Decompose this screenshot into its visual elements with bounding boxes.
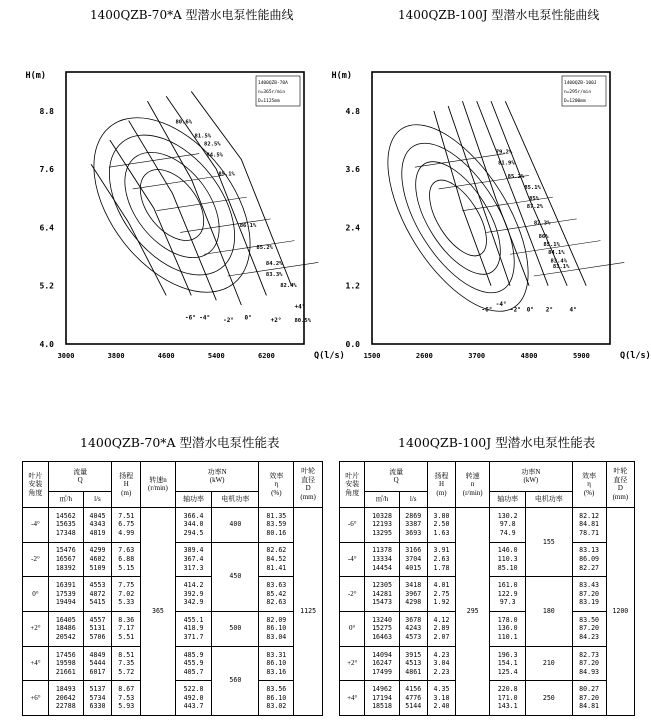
cell-flow-m3h: 16391 17539 19494	[48, 577, 83, 612]
x-axis-label: Q(l/s)	[620, 351, 651, 361]
efficiency-contour	[62, 89, 282, 325]
efficiency-label: 87.3%	[533, 220, 551, 227]
legend-entry: D=1200mm	[564, 99, 586, 104]
x-axis-label: Q(l/s)	[314, 351, 345, 361]
cell-angle: +4°	[340, 681, 365, 716]
y-axis-label: H(m)	[25, 71, 46, 81]
y-tick-label: 2.4	[345, 223, 360, 233]
header-motor-power: 电机功率	[526, 491, 572, 507]
blade-angle-label: 4°	[569, 306, 577, 314]
cell-flow-ls: 4156 4776 5144	[399, 681, 427, 716]
header-flow: 流量 Q	[365, 462, 427, 492]
efficiency-label: 82.4%	[280, 282, 297, 289]
efficiency-label: 85.2%	[256, 244, 273, 251]
cell-head: 8.67 7.53 5.93	[112, 681, 141, 716]
legend-entry: n=365r/min	[258, 90, 286, 95]
cell-efficiency: 82.09 86.10 83.04	[259, 611, 294, 646]
cell-flow-m3h: 18493 20642 22788	[48, 681, 83, 716]
cell-motor-power: 450	[212, 542, 259, 611]
efficiency-label: 85.2%	[507, 174, 525, 181]
cell-flow-ls: 4299 4602 5109	[83, 542, 112, 577]
header-shaft-power: 轴功率	[175, 491, 212, 507]
cell-head: 7.51 6.75 4.99	[112, 507, 141, 542]
blade-angle-label: -6°	[185, 314, 196, 322]
cell-flow-ls: 3166 3704 4015	[399, 542, 427, 577]
cell-flow-ls: 5137 5734 6330	[83, 681, 112, 716]
efficiency-contour	[128, 158, 217, 252]
cell-efficiency: 83.13 86.09 82.27	[572, 542, 606, 577]
cell-flow-m3h: 14962 17194 18518	[365, 681, 399, 716]
legend	[256, 76, 300, 106]
cell-efficiency: 81.35 83.59 80.16	[259, 507, 294, 542]
efficiency-label: 85.1%	[524, 184, 541, 191]
y-tick-label: 4.0	[39, 340, 54, 349]
efficiency-label: 83.4%	[550, 258, 568, 265]
cell-angle: 0°	[23, 577, 49, 612]
y-tick-label: 1.2	[345, 281, 360, 291]
header-diameter: 叶轮 直径 D (mm)	[606, 462, 634, 508]
header-flow-ls: l/s	[83, 491, 112, 507]
header-head: 扬程 H (m)	[112, 462, 141, 508]
efficiency-label: 84.2%	[265, 261, 283, 268]
x-tick-label: 6200	[257, 352, 275, 360]
chart-title-right: 1400QZB-100J 型潜水电泵性能曲线	[398, 8, 600, 22]
legend	[562, 76, 606, 106]
blade-angle-label: 2°	[545, 306, 553, 314]
y-tick-label: 8.8	[39, 106, 54, 116]
x-tick-label: 4800	[520, 352, 538, 360]
cell-motor-power: 250	[526, 681, 572, 716]
efficiency-label: 83.3%	[265, 272, 283, 278]
cell-flow-ls: 4553 4872 5415	[83, 577, 112, 612]
efficiency-label: 81.9%	[498, 160, 515, 167]
efficiency-label: 79.2%	[495, 149, 513, 156]
cell-flow-m3h: 14094 16247 17499	[365, 646, 399, 681]
cell-flow-ls: 3678 4243 4573	[399, 611, 427, 646]
cell-shaft-power: 414.2 392.9 342.9	[175, 577, 212, 612]
efficiency-contour	[84, 112, 260, 299]
cell-shaft-power: 366.4 344.0 294.5	[175, 507, 212, 542]
cell-motor-power: 500	[212, 611, 259, 646]
cell-shaft-power: 146.0 110.3 85.10	[490, 542, 526, 577]
cell-flow-m3h: 13240 15275 16463	[365, 611, 399, 646]
y-tick-label: 0.0	[345, 340, 360, 349]
cell-shaft-power: 130.2 97.8 74.9	[490, 507, 526, 542]
efficiency-label: 83.1%	[552, 263, 570, 270]
cell-shaft-power: 220.8 171.0 143.1	[490, 681, 526, 716]
cell-flow-ls: 3915 4513 4861	[399, 646, 427, 681]
blade-angle-label: -2°	[510, 306, 521, 314]
cell-speed: 295	[456, 507, 490, 715]
cell-shaft-power: 161.0 122.9 97.3	[490, 577, 526, 612]
grid-hatch-line	[109, 154, 199, 168]
efficiency-contour	[360, 102, 556, 334]
grid-hatch-line	[415, 154, 505, 168]
cell-speed: 365	[141, 507, 176, 715]
cell-shaft-power: 389.4 367.4 317.3	[175, 542, 212, 577]
efficiency-contour	[418, 171, 498, 265]
cell-efficiency: 82.12 84.81 78.71	[572, 507, 606, 542]
efficiency-label: 84.1%	[548, 250, 565, 257]
legend-entry: 1400QZB-100J	[564, 81, 597, 86]
cell-motor-power: 180	[526, 577, 572, 646]
cell-angle: -2°	[340, 577, 365, 612]
grid-hatch-line	[180, 219, 270, 233]
blade-angle-curve	[91, 164, 166, 295]
cell-efficiency: 80.27 87.20 84.81	[572, 681, 606, 716]
x-tick-label: 1500	[363, 352, 381, 360]
cell-diameter: 1200	[606, 507, 634, 715]
header-diameter: 叶轮 直径 D (mm)	[294, 462, 323, 508]
cell-shaft-power: 522.8 492.0 443.7	[175, 681, 212, 716]
cell-flow-ls: 4045 4343 4819	[83, 507, 112, 542]
blade-angle-curve	[462, 101, 529, 286]
x-tick-label: 3700	[468, 352, 486, 360]
blade-angle-curve	[448, 106, 510, 286]
cell-angle: -4°	[23, 507, 49, 542]
table-row	[340, 507, 635, 542]
x-tick-label: 3000	[57, 352, 75, 360]
header-head: 扬程 H (m)	[427, 462, 455, 508]
cell-angle: 0°	[340, 611, 365, 646]
performance-table-right	[339, 461, 635, 716]
cell-flow-m3h: 11378 13334 14454	[365, 542, 399, 577]
cell-shaft-power: 178.0 136.0 110.1	[490, 611, 526, 646]
grid-hatch-line	[133, 175, 223, 189]
blade-angle-label: -4°	[495, 300, 507, 308]
blade-angle-curve	[477, 101, 548, 286]
cell-head: 4.12 2.89 2.07	[427, 611, 455, 646]
table-title-right: 1400QZB-100J 型潜水电泵性能表	[398, 435, 596, 450]
header-efficiency: 效率 η (%)	[572, 462, 606, 508]
cell-angle: +2°	[23, 611, 49, 646]
y-tick-label: 3.6	[345, 165, 360, 175]
efficiency-label: 86%	[538, 233, 549, 240]
cell-angle: -4°	[340, 542, 365, 577]
cell-flow-m3h: 10328 12193 13295	[365, 507, 399, 542]
efficiency-label: 85%	[529, 195, 540, 202]
x-tick-label: 5400	[207, 352, 225, 360]
efficiency-label: 86.1%	[239, 223, 257, 230]
header-power: 功率N (kW)	[490, 462, 572, 492]
efficiency-label: 80.5%	[294, 318, 312, 325]
legend-entry: n=295r/min	[564, 90, 592, 95]
cell-motor-power: 400	[212, 507, 259, 542]
y-tick-label: 6.4	[39, 223, 54, 233]
header-flow-m3h: ㎥/h	[365, 491, 399, 507]
cell-efficiency: 83.43 87.20 83.19	[572, 577, 606, 612]
cell-head: 7.63 6.88 5.15	[112, 542, 141, 577]
legend-entry: D=1125mm	[258, 99, 280, 104]
blade-angle-label: 0°	[526, 306, 534, 314]
table-row	[23, 507, 323, 542]
efficiency-label: 82.5%	[204, 141, 221, 148]
blade-angle-curve	[434, 111, 491, 286]
header-flow: 流量 Q	[48, 462, 112, 492]
plot-frame	[66, 72, 304, 344]
cell-efficiency: 83.63 85.42 82.63	[259, 577, 294, 612]
chart-title-left: 1400QZB-70*A 型潜水电泵性能曲线	[90, 8, 294, 22]
cell-angle: +4°	[23, 646, 49, 681]
y-tick-label: 4.8	[345, 106, 360, 116]
cell-motor-power: 155	[526, 507, 572, 576]
header-flow-ls: l/s	[399, 491, 427, 507]
blade-angle-label: -2°	[223, 317, 234, 325]
cell-flow-ls: 4849 5444 6017	[83, 646, 112, 681]
cell-head: 8.51 7.35 5.72	[112, 646, 141, 681]
efficiency-label: 80.6%	[175, 119, 193, 126]
efficiency-label: 85.1%	[543, 242, 560, 249]
cell-head: 7.75 7.02 5.33	[112, 577, 141, 612]
cell-motor-power: 210	[526, 646, 572, 681]
cell-efficiency: 82.73 87.20 84.93	[572, 646, 606, 681]
efficiency-contour	[399, 148, 518, 288]
x-tick-label: 3800	[107, 352, 125, 360]
cell-angle: +6°	[23, 681, 49, 716]
header-speed: 转速n (r/min)	[141, 462, 176, 508]
cell-diameter: 1125	[294, 507, 323, 715]
cell-flow-m3h: 16405 18486 20542	[48, 611, 83, 646]
efficiency-label: 81.5%	[194, 133, 212, 140]
cell-flow-m3h: 17456 19598 21661	[48, 646, 83, 681]
x-tick-label: 5900	[573, 352, 590, 360]
cell-shaft-power: 455.1 418.9 371.7	[175, 611, 212, 646]
header-efficiency: 效率 η (%)	[259, 462, 294, 508]
cell-head: 4.35 3.18 2.40	[427, 681, 455, 716]
cell-flow-ls: 2869 3387 3693	[399, 507, 427, 542]
cell-flow-ls: 4557 5131 5706	[83, 611, 112, 646]
efficiency-label: 87.2%	[526, 204, 544, 210]
grid-hatch-line	[486, 219, 576, 233]
cell-angle: -6°	[340, 507, 365, 542]
cell-flow-m3h: 14562 15635 17348	[48, 507, 83, 542]
y-tick-label: 5.2	[39, 281, 54, 291]
header-shaft-power: 轴功率	[490, 491, 526, 507]
y-axis-label: H(m)	[331, 71, 352, 81]
x-tick-label: 4600	[157, 352, 175, 360]
blade-angle-curve	[129, 121, 217, 301]
blade-angle-label: +4°	[294, 303, 306, 311]
performance-chart-right	[320, 40, 651, 380]
cell-flow-m3h: 12305 14281 15473	[365, 577, 399, 612]
table-title-left: 1400QZB-70*A 型潜水电泵性能表	[80, 435, 280, 450]
header-angle: 叶片 安装 角度	[23, 462, 49, 508]
x-tick-label: 2600	[415, 352, 433, 360]
performance-chart-left	[0, 40, 345, 380]
cell-flow-ls: 3418 3967 4298	[399, 577, 427, 612]
efficiency-contour	[379, 125, 537, 314]
header-angle: 叶片 安装 角度	[340, 462, 365, 508]
cell-head: 3.91 2.63 1.78	[427, 542, 455, 577]
header-power: 功率N (kW)	[175, 462, 259, 492]
cell-angle: -2°	[23, 542, 49, 577]
cell-shaft-power: 485.9 455.9 405.7	[175, 646, 212, 681]
cell-angle: +2°	[340, 646, 365, 681]
cell-efficiency: 83.56 86.10 83.02	[259, 681, 294, 716]
blade-angle-label: +2°	[270, 317, 282, 325]
cell-head: 4.01 2.75 1.92	[427, 577, 455, 612]
cell-shaft-power: 196.3 154.1 125.4	[490, 646, 526, 681]
cell-head: 8.36 7.17 5.51	[112, 611, 141, 646]
header-flow-m3h: ㎥/h	[48, 491, 83, 507]
cell-efficiency: 82.62 84.52 81.41	[259, 542, 294, 577]
efficiency-label: 85.1%	[218, 171, 235, 178]
blade-angle-label: -6°	[481, 306, 493, 314]
cell-head: 3.80 2.50 1.63	[427, 507, 455, 542]
blade-angle-curve	[191, 91, 291, 285]
blade-angle-curve	[505, 101, 586, 286]
cell-head: 4.23 3.04 2.23	[427, 646, 455, 681]
cell-efficiency: 83.31 86.10 83.16	[259, 646, 294, 681]
plot-frame	[372, 72, 610, 344]
y-tick-label: 7.6	[39, 165, 54, 175]
cell-flow-m3h: 15476 16567 18392	[48, 542, 83, 577]
header-motor-power: 电机功率	[212, 491, 259, 507]
header-speed: 转速 n (r/min)	[456, 462, 490, 508]
cell-motor-power: 560	[212, 646, 259, 715]
cell-efficiency: 83.50 87.20 84.23	[572, 611, 606, 646]
legend-entry: 1400QZB-70A	[258, 81, 288, 86]
blade-angle-label: 0°	[244, 314, 252, 322]
blade-angle-label: -4°	[199, 314, 211, 322]
efficiency-label: 84.5%	[206, 152, 223, 159]
performance-table-left	[22, 461, 323, 716]
